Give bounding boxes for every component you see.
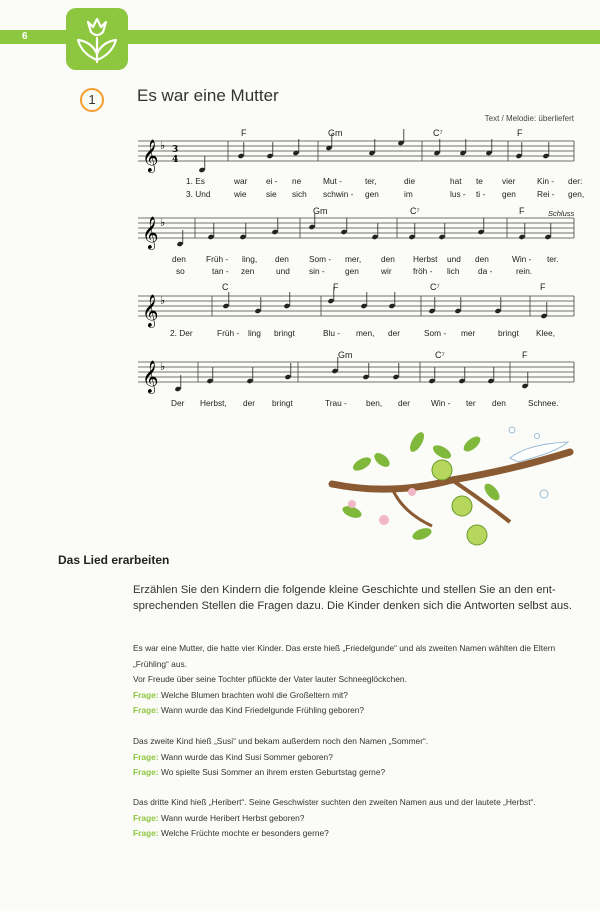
question-label: Frage: <box>133 751 159 762</box>
music-staff-3 <box>0 282 600 342</box>
story-block-3 <box>133 795 573 842</box>
story-line: Vor Freude über seine Tochter pflückte der Vater lauter Schneeglöckchen. <box>133 674 407 684</box>
song-title: Es war eine Mutter <box>137 86 279 105</box>
chord-label: F <box>540 282 546 292</box>
lyric-syllable: Früh - <box>206 254 229 264</box>
question-label: Frage: <box>133 828 159 838</box>
chord-label: C⁷ <box>435 350 445 360</box>
question-text: Welche Früchte mochte er besonders gerne? <box>160 828 329 838</box>
staff-notation <box>0 204 600 284</box>
lyric-syllable: Som - <box>424 328 447 338</box>
lyric-syllable: gen, <box>568 189 585 199</box>
lyric-syllable: ter. <box>547 254 559 264</box>
story-block-1 <box>133 641 573 719</box>
lyric-syllable: den <box>492 398 506 408</box>
question-line <box>133 765 573 781</box>
lyric-syllable: ti - <box>476 189 486 199</box>
lyric-syllable: te <box>476 176 483 186</box>
end-marker-label: Schluss <box>548 209 575 218</box>
lyric-syllable: mer <box>461 328 476 338</box>
lyric-syllable: lich <box>447 266 460 276</box>
lyric-syllable: lus - <box>450 189 466 199</box>
tulip-icon <box>66 8 128 70</box>
lyric-syllable: Som - <box>309 254 332 264</box>
lyric-syllable: der <box>398 398 410 408</box>
lyric-syllable: ter <box>466 398 476 408</box>
question-label: Frage: <box>133 689 159 700</box>
chord-label: F <box>333 282 339 292</box>
lyric-syllable: wir <box>381 266 392 276</box>
lyric-syllable: der <box>388 328 400 338</box>
intro-paragraph: Erzählen Sie den Kindern die folgende kleine Geschichte und stellen Sie an den entsprechenden Stellen die Fragen dazu. Die Kinder denken sich die Antworten selbst aus. <box>133 584 572 612</box>
chord-label: F <box>519 206 525 216</box>
lyric-syllable: sich <box>292 189 307 199</box>
lyric-syllable: Klee, <box>536 328 555 338</box>
lyric-syllable: gen <box>365 189 379 199</box>
lyric-syllable: vier <box>502 176 516 186</box>
treble-clef-icon: 𝄞 <box>142 216 159 249</box>
question-text: Wann wurde das Kind Friedelgunde Frühling geboren? <box>160 705 365 715</box>
lyric-syllable: war <box>234 176 248 186</box>
question-line <box>133 688 573 704</box>
story-line: Das dritte Kind hieß „Heribert“. Seine Geschwister suchten den zweiten Namen aus und der lautete „Herbst“. <box>133 797 536 807</box>
chord-label: C <box>222 282 229 292</box>
song-credit: Text / Melodie: überliefert <box>484 114 574 123</box>
lyric-syllable: ei - <box>266 176 278 186</box>
lyric-syllable: Früh - <box>217 328 240 338</box>
music-staff-1 <box>0 126 600 206</box>
lyric-syllable: sin - <box>309 266 325 276</box>
chord-label: F <box>517 128 523 138</box>
lyric-syllable: Herbst, <box>200 398 227 408</box>
music-staff-2 <box>0 204 600 284</box>
lyric-syllable: bringt <box>274 328 295 338</box>
story-block-2 <box>133 734 573 781</box>
tulip-logo <box>66 8 128 70</box>
lyric-syllable: Win - <box>431 398 451 408</box>
flat-sign-icon: ♭ <box>160 294 166 307</box>
lyric-syllable: Herbst <box>413 254 438 264</box>
question-line <box>133 811 573 827</box>
lyric-syllable: und <box>447 254 461 264</box>
lyric-syllable: ling, <box>242 254 258 264</box>
lyric-syllable: Rei - <box>537 189 555 199</box>
question-text: Wann wurde das Kind Susi Sommer geboren? <box>160 751 333 762</box>
lyric-syllable: Win - <box>512 254 532 264</box>
lyric-syllable: ling <box>248 328 261 338</box>
lyric-syllable: den <box>475 254 489 264</box>
lyric-syllable: Mut - <box>323 176 342 186</box>
lyric-syllable: ne <box>292 176 302 186</box>
question-text: Wo spielte Susi Sommer an ihrem ersten Geburtstag gerne? <box>160 767 386 777</box>
lyric-syllable: rein. <box>516 266 533 276</box>
lyric-syllable: ter, <box>365 176 377 186</box>
chord-label: C⁷ <box>430 282 440 292</box>
lyric-syllable: Schnee. <box>528 398 559 408</box>
treble-clef-icon: 𝄞 <box>142 139 159 172</box>
question-line <box>133 826 573 842</box>
lyric-syllable: und <box>276 266 290 276</box>
song-number: 1 <box>80 88 104 112</box>
question-line <box>133 750 573 766</box>
chord-label: F <box>522 350 528 360</box>
question-text: Welche Blumen brachten wohl die Großeltern mit? <box>160 689 348 700</box>
staff-notation <box>0 350 600 430</box>
lyric-syllable: der <box>243 398 255 408</box>
lyric-syllable: wie <box>234 189 247 199</box>
lyric-syllable: gen <box>502 189 516 199</box>
lyric-syllable: bringt <box>498 328 519 338</box>
chord-label: Gm <box>338 350 353 360</box>
lyric-syllable: ben, <box>366 398 383 408</box>
question-label: Frage: <box>133 705 159 715</box>
lyric-syllable: im <box>404 189 413 199</box>
lyric-syllable: die <box>404 176 416 186</box>
lyric-syllable: Trau - <box>325 398 347 408</box>
treble-clef-icon: 𝄞 <box>142 360 159 393</box>
lyric-syllable: tan - <box>212 266 229 276</box>
music-staff-4 <box>0 350 600 410</box>
chord-label: C⁷ <box>433 128 443 138</box>
lyric-syllable: da - <box>478 266 493 276</box>
lyric-syllable: Der <box>171 398 185 408</box>
lyric-syllable: so <box>176 266 185 276</box>
question-line <box>133 703 573 719</box>
story-line: Das zweite Kind hieß „Susi“ und bekam außerdem noch den Namen „Sommer“. <box>133 736 429 746</box>
flat-sign-icon: ♭ <box>160 139 166 152</box>
page-number: 6 <box>22 31 28 42</box>
question-label: Frage: <box>133 812 159 823</box>
question-label: Frage: <box>133 767 159 777</box>
lyric-syllable: 3. Und <box>186 189 211 199</box>
chord-label: F <box>241 128 247 138</box>
lyric-syllable: hat <box>450 176 462 186</box>
lyric-syllable: 2. Der <box>170 328 193 338</box>
lyric-syllable: bringt <box>272 398 293 408</box>
lyric-syllable: der: <box>568 176 583 186</box>
chord-label: C⁷ <box>410 206 420 216</box>
lyric-syllable: den <box>172 254 186 264</box>
story-line: Es war eine Mutter, die hatte vier Kinder. Das erste hieß „Friedelgunde“ und als zweiten Namen wählten die Eltern „Frühling“ aus. <box>133 643 556 669</box>
time-signature-icon: 4 <box>172 155 179 165</box>
lyric-syllable: zen <box>241 266 255 276</box>
flat-sign-icon: ♭ <box>160 216 166 229</box>
section-heading: Das Lied erarbeiten <box>58 553 170 567</box>
lyric-syllable: Blu - <box>323 328 341 338</box>
flat-sign-icon: ♭ <box>160 360 166 373</box>
chord-label: Gm <box>313 206 328 216</box>
apple-branch-illustration <box>322 422 582 557</box>
lyric-syllable: men, <box>356 328 375 338</box>
lyric-syllable: 1. Es <box>186 176 205 186</box>
time-signature-icon: 3 <box>172 145 179 155</box>
lyric-syllable: den <box>275 254 289 264</box>
lyric-syllable: mer, <box>345 254 362 264</box>
treble-clef-icon: 𝄞 <box>142 294 159 327</box>
lyric-syllable: den <box>381 254 395 264</box>
chord-label: Gm <box>328 128 343 138</box>
lyric-syllable: schwin - <box>323 189 354 199</box>
lyric-syllable: sie <box>266 189 277 199</box>
lyric-syllable: Kin - <box>537 176 555 186</box>
lyric-syllable: gen <box>345 266 359 276</box>
lyric-syllable: fröh - <box>413 266 433 276</box>
question-text: Wann wurde Heribert Herbst geboren? <box>160 812 305 823</box>
